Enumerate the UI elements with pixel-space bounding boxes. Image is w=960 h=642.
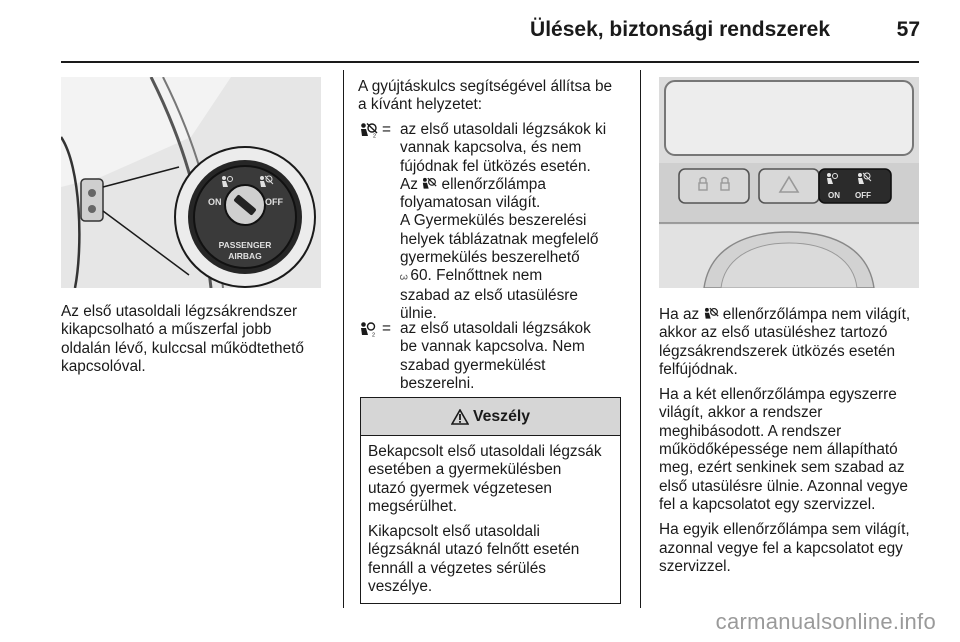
key-switch-illustration [61,77,321,288]
text-line [397,267,631,286]
column1-body [61,303,331,376]
svg-text:2: 2 [373,133,377,138]
text-line: beszerelni. [400,374,475,392]
text-line: ülnie. [400,304,437,322]
text-line: folyamatosan világít. [400,194,541,212]
text-line: fújódnak fel ütközés esetén. [400,157,591,175]
column2-intro [358,78,628,115]
watermark-text: carmanualsonline.info [715,609,936,634]
text-line: az első utasoldali légzsákok ki [400,121,607,138]
switch-on-label: ON [208,197,222,207]
indicator-panel-illustration [659,77,919,288]
legend-equals: = [382,121,391,138]
svg-text:2: 2 [372,332,376,337]
danger-warning-box [360,397,621,604]
text-line: Az első utasoldali légzsákrendszer [61,303,298,320]
text-line: az első utasoldali légzsákok [400,320,591,337]
page-reference-symbol: 3 [397,274,410,281]
text-line: kapcsolóval. [61,357,146,375]
switch-off-label: OFF [265,197,283,207]
airbag-off-icon [422,177,437,191]
column3-paragraph-1: Ha az ellenőrzőlámpa nem világít, akkor az első utasüléshez tartozó légzsákrendszerek ütközés esetén felfújódnak. [659,306,911,378]
legend-airbag-off [356,121,631,323]
danger-paragraph-1: Bekapcsolt első utasoldali légzsák esetében a gyermekülésben utazó gyermek végzetesen megsérülhet. [368,443,602,515]
danger-warning-header [361,398,620,436]
danger-warning-body [361,436,620,596]
danger-paragraph-2: Kikapcsolt első utasoldali légzsáknál utazó felnőtt esetén fennáll a végzetes sérülés veszélye. [368,523,580,596]
danger-warning-title: Veszély [472,407,531,425]
text-line: A Gyermekülés beszerelési [400,212,587,230]
column-divider-left [343,70,344,608]
airbag-off-icon [704,307,719,321]
switch-caption-line1: PASSENGER [218,240,272,250]
text-line: A gyújtáskulcs segítségével állítsa be [358,78,613,95]
text-line: vannak kapcsolva, és nem [400,139,582,157]
text-line: szabad gyermekülést [400,356,546,374]
column3-paragraph-3: Ha egyik ellenőrzőlámpa sem világít, azonnal vegye fel a kapcsolatot egy szervizzel. [659,521,910,575]
legend-airbag-on [356,320,631,393]
indicator-on-label: ON [828,191,840,200]
switch-caption-line2: AIRBAG [228,251,262,261]
page-title: Ülések, biztonsági rendszerek [530,18,830,41]
text-line: kikapcsolható a műszerfal jobb [61,321,272,339]
page-reference-link[interactable]: 60. Felnőttnek nem [410,267,543,285]
legend-equals: = [382,320,391,337]
figure-airbag-indicator-panel [659,77,919,288]
text-line: Az ellenőrzőlámpa [400,175,546,193]
header-divider [61,61,919,63]
indicator-off-label: OFF [855,191,871,200]
column-divider-right [640,70,641,608]
warning-triangle-icon [451,409,469,425]
column3-body [659,306,924,583]
text-line: a kívánt helyzetet: [358,96,483,114]
text-line: oldalán lévő, kulccsal működtethető [61,339,304,357]
text-line: gyermekülés beszerelhető [400,249,580,267]
airbag-off-icon [360,123,378,138]
column3-paragraph-2: Ha a két ellenőrzőlámpa egyszerre világít, akkor a rendszer meghibásodott. A rendszer működőképessége nem állapítható meg, ezért senkinek sem szabad az első utasülésre ülnie. Azonnal vegye fel a kapcsolatot egy szervizzel. [659,386,908,513]
figure-airbag-key-switch [61,77,321,288]
text-line: be vannak kapcsolva. Nem [400,338,585,356]
text-line: helyek táblázatnak megfelelő [400,230,599,248]
text-line: szabad az első utasülésre [400,286,578,304]
airbag-on-icon [360,322,378,337]
page-number: 57 [896,18,920,41]
